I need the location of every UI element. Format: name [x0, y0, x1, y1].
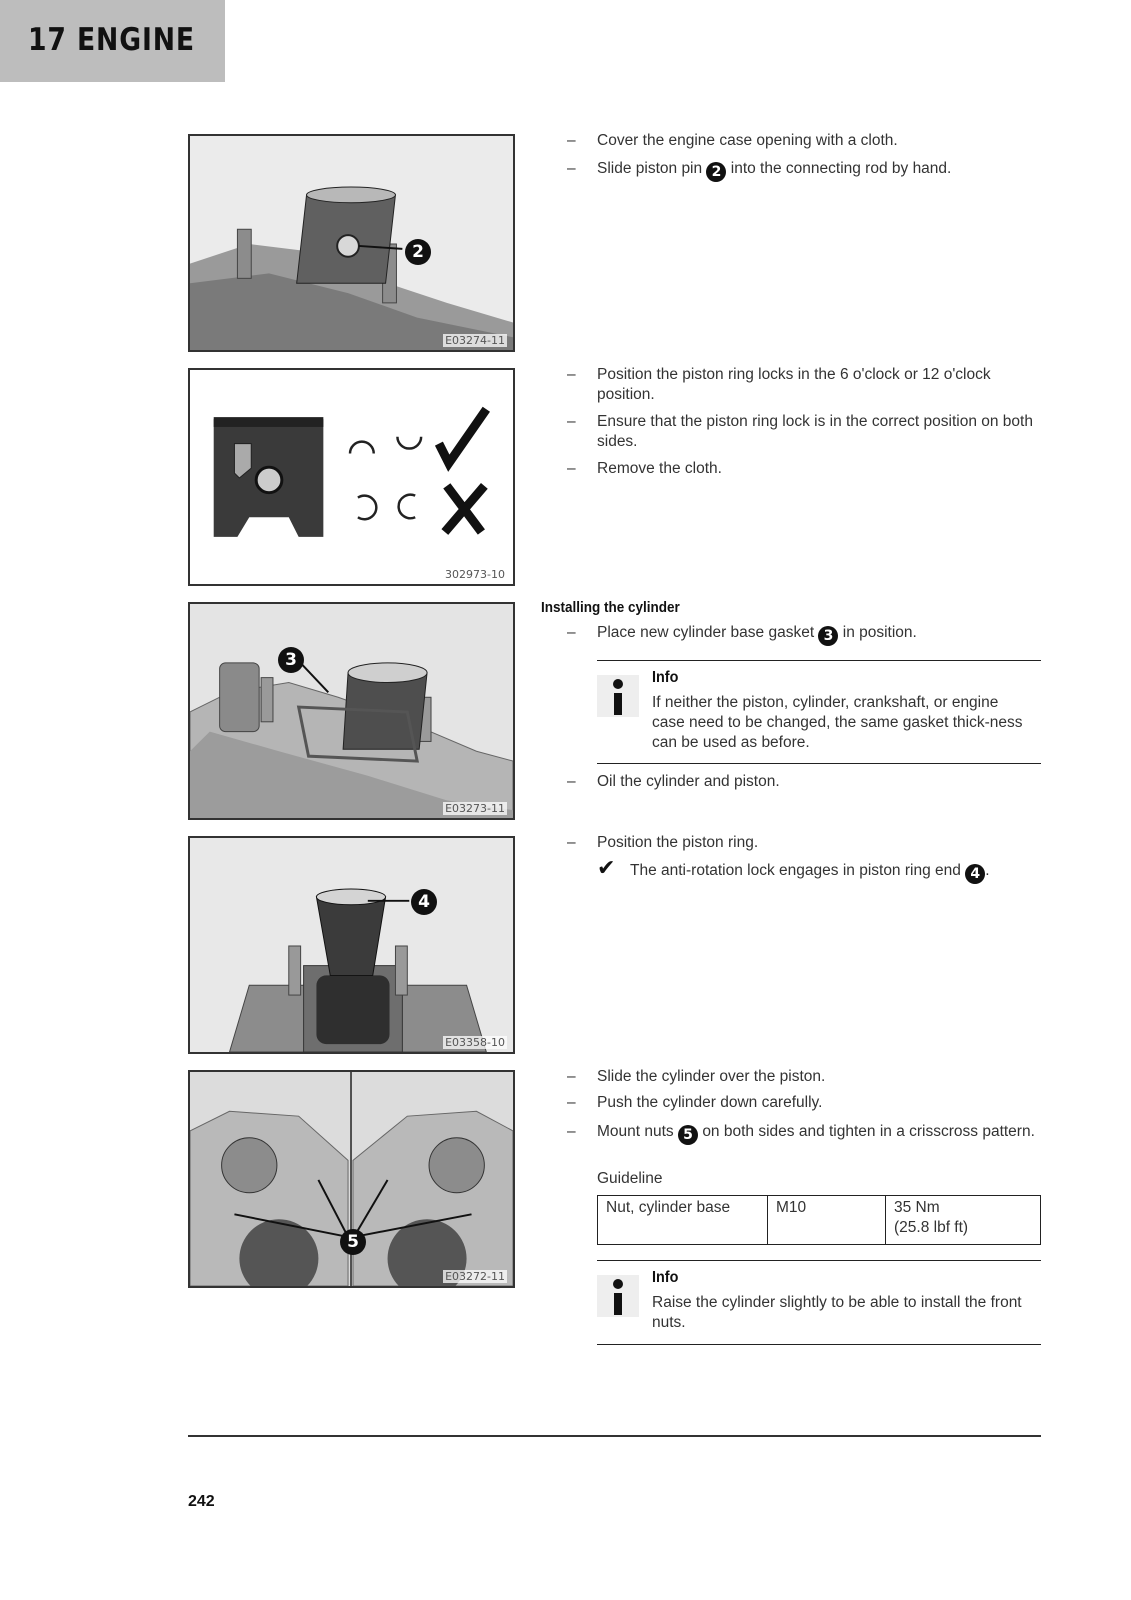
section-title: Installing the cylinder [541, 599, 680, 616]
step-slide-piston-pin: – Slide piston pin 2 into the connecting rod by hand. [567, 160, 952, 180]
info-box-gasket [597, 660, 1041, 764]
chapter-title: 17 ENGINE [28, 22, 195, 58]
step-position-ring-locks: – Position the piston ring locks in the 6 o'clock or 12 o'clock position. [567, 366, 991, 403]
figure-piston-ring [188, 836, 515, 1054]
spec-thread: M10 [768, 1196, 886, 1245]
table-row [598, 1196, 1041, 1245]
info-title: Info [652, 1269, 679, 1286]
callout-badge-5-ref: 5 [678, 1125, 698, 1145]
guideline-label: Guideline [597, 1170, 663, 1187]
spec-torque: 35 Nm (25.8 lbf ft) [886, 1196, 1041, 1245]
info-text: If neither the piston, cylinder, crankshaft, or engine case need to be changed, the same gasket thick-ness can be used as before. [652, 694, 1023, 751]
step-position-piston-ring: – Position the piston ring. [567, 834, 759, 851]
figure-base-gasket [188, 602, 515, 820]
step-cover-case: – Cover the engine case opening with a cloth. [567, 132, 898, 149]
callout-badge-5: 5 [340, 1229, 366, 1255]
cylinder-base-illustration [190, 604, 513, 818]
ring-lock-diagram [190, 370, 513, 584]
step-oil-cylinder: – Oil the cylinder and piston. [567, 773, 780, 790]
torque-spec-table [597, 1195, 1041, 1245]
page-number: 242 [188, 1493, 215, 1510]
checkmark-icon: ✔ [597, 855, 616, 880]
figure-code: E03358-10 [445, 1036, 505, 1049]
piston-pin-illustration [190, 136, 513, 350]
figure-piston-pin [188, 134, 515, 352]
footer-divider [188, 1435, 1041, 1437]
figure-code: E03272-11 [445, 1270, 505, 1283]
callout-badge-2: 2 [405, 239, 431, 265]
figure-mount-nuts [188, 1070, 515, 1288]
figure-code: 302973-10 [445, 568, 505, 581]
info-icon [597, 675, 639, 717]
callout-badge-3: 3 [278, 647, 304, 673]
callout-badge-4: 4 [411, 889, 437, 915]
step-place-gasket: – Place new cylinder base gasket 3 in position. [567, 624, 917, 644]
spec-part: Nut, cylinder base [598, 1196, 768, 1245]
callout-badge-4-ref: 4 [965, 864, 985, 884]
callout-badge-3-ref: 3 [818, 626, 838, 646]
step-push-cylinder: – Push the cylinder down carefully. [567, 1094, 823, 1111]
chapter-header [0, 0, 225, 82]
figure-ring-lock-positions [188, 368, 515, 586]
figure-code: E03274-11 [445, 334, 505, 347]
info-title: Info [652, 669, 679, 686]
piston-ring-illustration [190, 838, 513, 1052]
figure-code: E03273-11 [445, 802, 505, 815]
check-anti-rotation: ✔ The anti-rotation lock engages in piston ring end 4 . [597, 855, 990, 882]
info-box-front-nuts [597, 1260, 1041, 1345]
step-slide-cylinder: – Slide the cylinder over the piston. [567, 1068, 826, 1085]
callout-badge-2-ref: 2 [706, 162, 726, 182]
info-text: Raise the cylinder slightly to be able to install the front nuts. [652, 1294, 1022, 1331]
step-mount-nuts: – Mount nuts 5 on both sides and tighten in a crisscross pattern. [567, 1123, 1035, 1143]
step-ensure-ring-lock: – Ensure that the piston ring lock is in the correct position on both sides. [567, 413, 1033, 450]
step-remove-cloth: – Remove the cloth. [567, 460, 722, 477]
info-icon [597, 1275, 639, 1317]
